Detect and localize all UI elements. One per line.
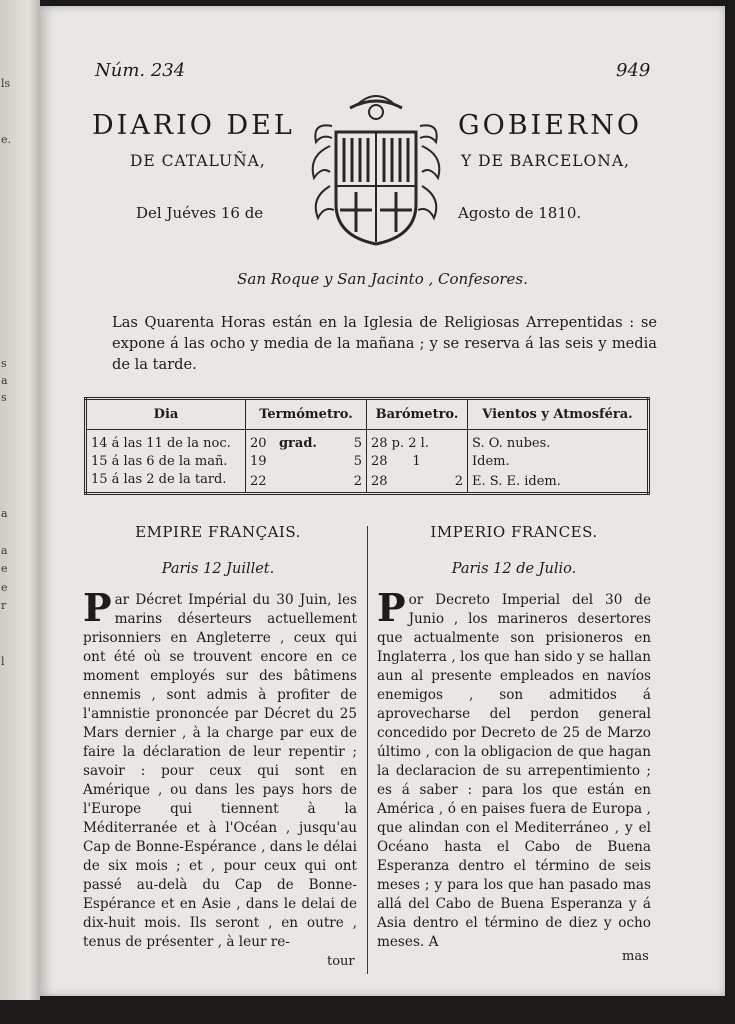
masthead-title-left: DIARIO DEL bbox=[92, 110, 295, 141]
col-header-vientos: Vientos y Atmosféra. bbox=[468, 399, 649, 430]
termo-fraction: 5 bbox=[353, 453, 362, 469]
right-article-body: or Decreto Imperial del 30 de Junio , los marineros desertores que actualmente son prisioneros en Inglaterra , los que han sido y se hallan aun al presente empleados en navíos enemigos , son admitidos á aprovecharse del perdon general concedido por Decreto de 25 de Marzo último , con la obligacion de que hagan la declaracion de su arrepentimiento ; es á saber : para los que están en América , ó en paises fuera de Europa , que alindan con el Mediterráneo , y el Océano hasta el Cabo de Buena Esperanza dentro el término de seis meses ; y para los que han pasado mas allá del Cabo de Buena Esperanza y á Asia dentro el término de diez y ocho meses. A bbox=[377, 592, 651, 950]
prev-page-fragment: a bbox=[1, 507, 8, 520]
prev-page-fragment: r bbox=[1, 599, 7, 612]
right-catchword: mas bbox=[622, 949, 649, 964]
left-article-body: ar Décret Impérial du 30 Juin, les marins déserteurs actuellement prisonniers en Angleterre , ceux qui ont été où se trouvent encore en ce moment employés sur des bâtimens ennemis , sont admis à profiter de l'amnistie prononcée par Décret du 25 Mars dernier , à la charge par eux de faire la déclaration de leur repentir ; savoir : pour ceux qui sont en Amérique , ou dans les pays hors de l'Europe qui tiennent à la Méditerranée et à l'Océan , jusqu'au Cap de Bonne-Espérance , dans le délai de six mois ; et , pour ceux qui ont passé au-delà du Cap de Bonne-Espérance et en Asie , dans le delai de dix-huit mois. Ils seront , en outre , tenus de présenter , à leur re- bbox=[83, 592, 357, 950]
issue-date-right: Agosto de 1810. bbox=[458, 204, 582, 222]
baro-extra: 1 bbox=[412, 453, 421, 469]
cell-barometro bbox=[367, 452, 468, 470]
baro-value: 28 bbox=[371, 453, 388, 469]
masthead-subtitle-right: Y DE BARCELONA, bbox=[461, 152, 630, 170]
right-dropcap: P bbox=[377, 585, 406, 630]
prev-page-fragment: s bbox=[1, 391, 7, 404]
right-column-heading: IMPERIO FRANCES. bbox=[430, 523, 598, 541]
termo-fraction: 2 bbox=[353, 473, 362, 489]
weather-row bbox=[86, 452, 649, 470]
masthead-subtitle-left: DE CATALUÑA, bbox=[130, 152, 266, 170]
weather-row bbox=[86, 470, 649, 494]
right-column-dateline: Paris 12 de Julio. bbox=[451, 561, 577, 577]
notice-text: Las Quarenta Horas están en la Iglesia de Religiosas Arrepentidas : se expone á las ocho y media de la mañana ; y se reserva á las seis y media de la tarde. bbox=[112, 314, 657, 373]
weather-row bbox=[86, 430, 649, 453]
cell-vientos: Idem. bbox=[468, 452, 649, 470]
cell-dia: 15 á las 2 de la tard. bbox=[91, 471, 227, 487]
left-column-heading: EMPIRE FRANÇAIS. bbox=[135, 523, 301, 541]
right-column-article bbox=[377, 585, 651, 952]
left-column-article bbox=[83, 585, 357, 952]
masthead-title-right: GOBIERNO bbox=[458, 110, 643, 141]
coat-of-arms-icon bbox=[302, 86, 450, 250]
column-divider bbox=[367, 526, 368, 974]
newspaper-page bbox=[40, 6, 725, 996]
cell-dia: 14 á las 11 de la noc. bbox=[91, 435, 231, 451]
cell-barometro bbox=[367, 470, 468, 494]
saints-of-the-day: San Roque y San Jacinto , Confesores. bbox=[237, 270, 528, 288]
cell-vientos: E. S. E. idem. bbox=[468, 470, 649, 494]
issue-date-left: Del Juéves 16 de bbox=[136, 204, 264, 222]
quarenta-horas-notice bbox=[112, 312, 657, 375]
cell-barometro bbox=[367, 430, 468, 453]
left-dropcap: P bbox=[83, 585, 112, 630]
weather-header-row bbox=[86, 399, 649, 430]
cell-termometro bbox=[246, 470, 367, 494]
termo-fraction: 5 bbox=[353, 435, 362, 451]
previous-page-edge bbox=[0, 0, 40, 1000]
cell-dia: 15 á las 6 de la mañ. bbox=[91, 453, 228, 469]
col-header-termometro: Termómetro. bbox=[246, 399, 367, 430]
baro-value: 28 bbox=[371, 473, 388, 489]
prev-page-fragment: e bbox=[1, 562, 8, 575]
left-catchword: tour bbox=[327, 954, 355, 969]
termo-value: 19 bbox=[250, 453, 267, 469]
prev-page-fragment: e. bbox=[1, 133, 12, 146]
col-header-barometro: Barómetro. bbox=[367, 399, 468, 430]
left-column-dateline: Paris 12 Juillet. bbox=[161, 561, 275, 577]
cell-vientos: S. O. nubes. bbox=[468, 430, 649, 453]
prev-page-fragment: l bbox=[1, 655, 5, 668]
col-header-dia: Dia bbox=[86, 399, 246, 430]
baro-extra: 2 bbox=[454, 473, 463, 489]
prev-page-fragment: s bbox=[1, 357, 7, 370]
prev-page-fragment: ls bbox=[1, 77, 11, 90]
prev-page-fragment: a bbox=[1, 544, 8, 557]
termo-unit: grad. bbox=[278, 435, 317, 451]
issue-number: Núm. 234 bbox=[95, 60, 186, 81]
termo-value: 22 bbox=[250, 473, 267, 489]
weather-table bbox=[84, 397, 650, 495]
prev-page-fragment: e bbox=[1, 581, 8, 594]
cell-termometro bbox=[246, 452, 367, 470]
baro-value: 28 p. 2 l. bbox=[371, 435, 429, 451]
prev-page-fragment: a bbox=[1, 374, 8, 387]
page-number: 949 bbox=[616, 60, 651, 81]
termo-value: 20 bbox=[250, 435, 267, 451]
cell-termometro bbox=[246, 430, 367, 453]
